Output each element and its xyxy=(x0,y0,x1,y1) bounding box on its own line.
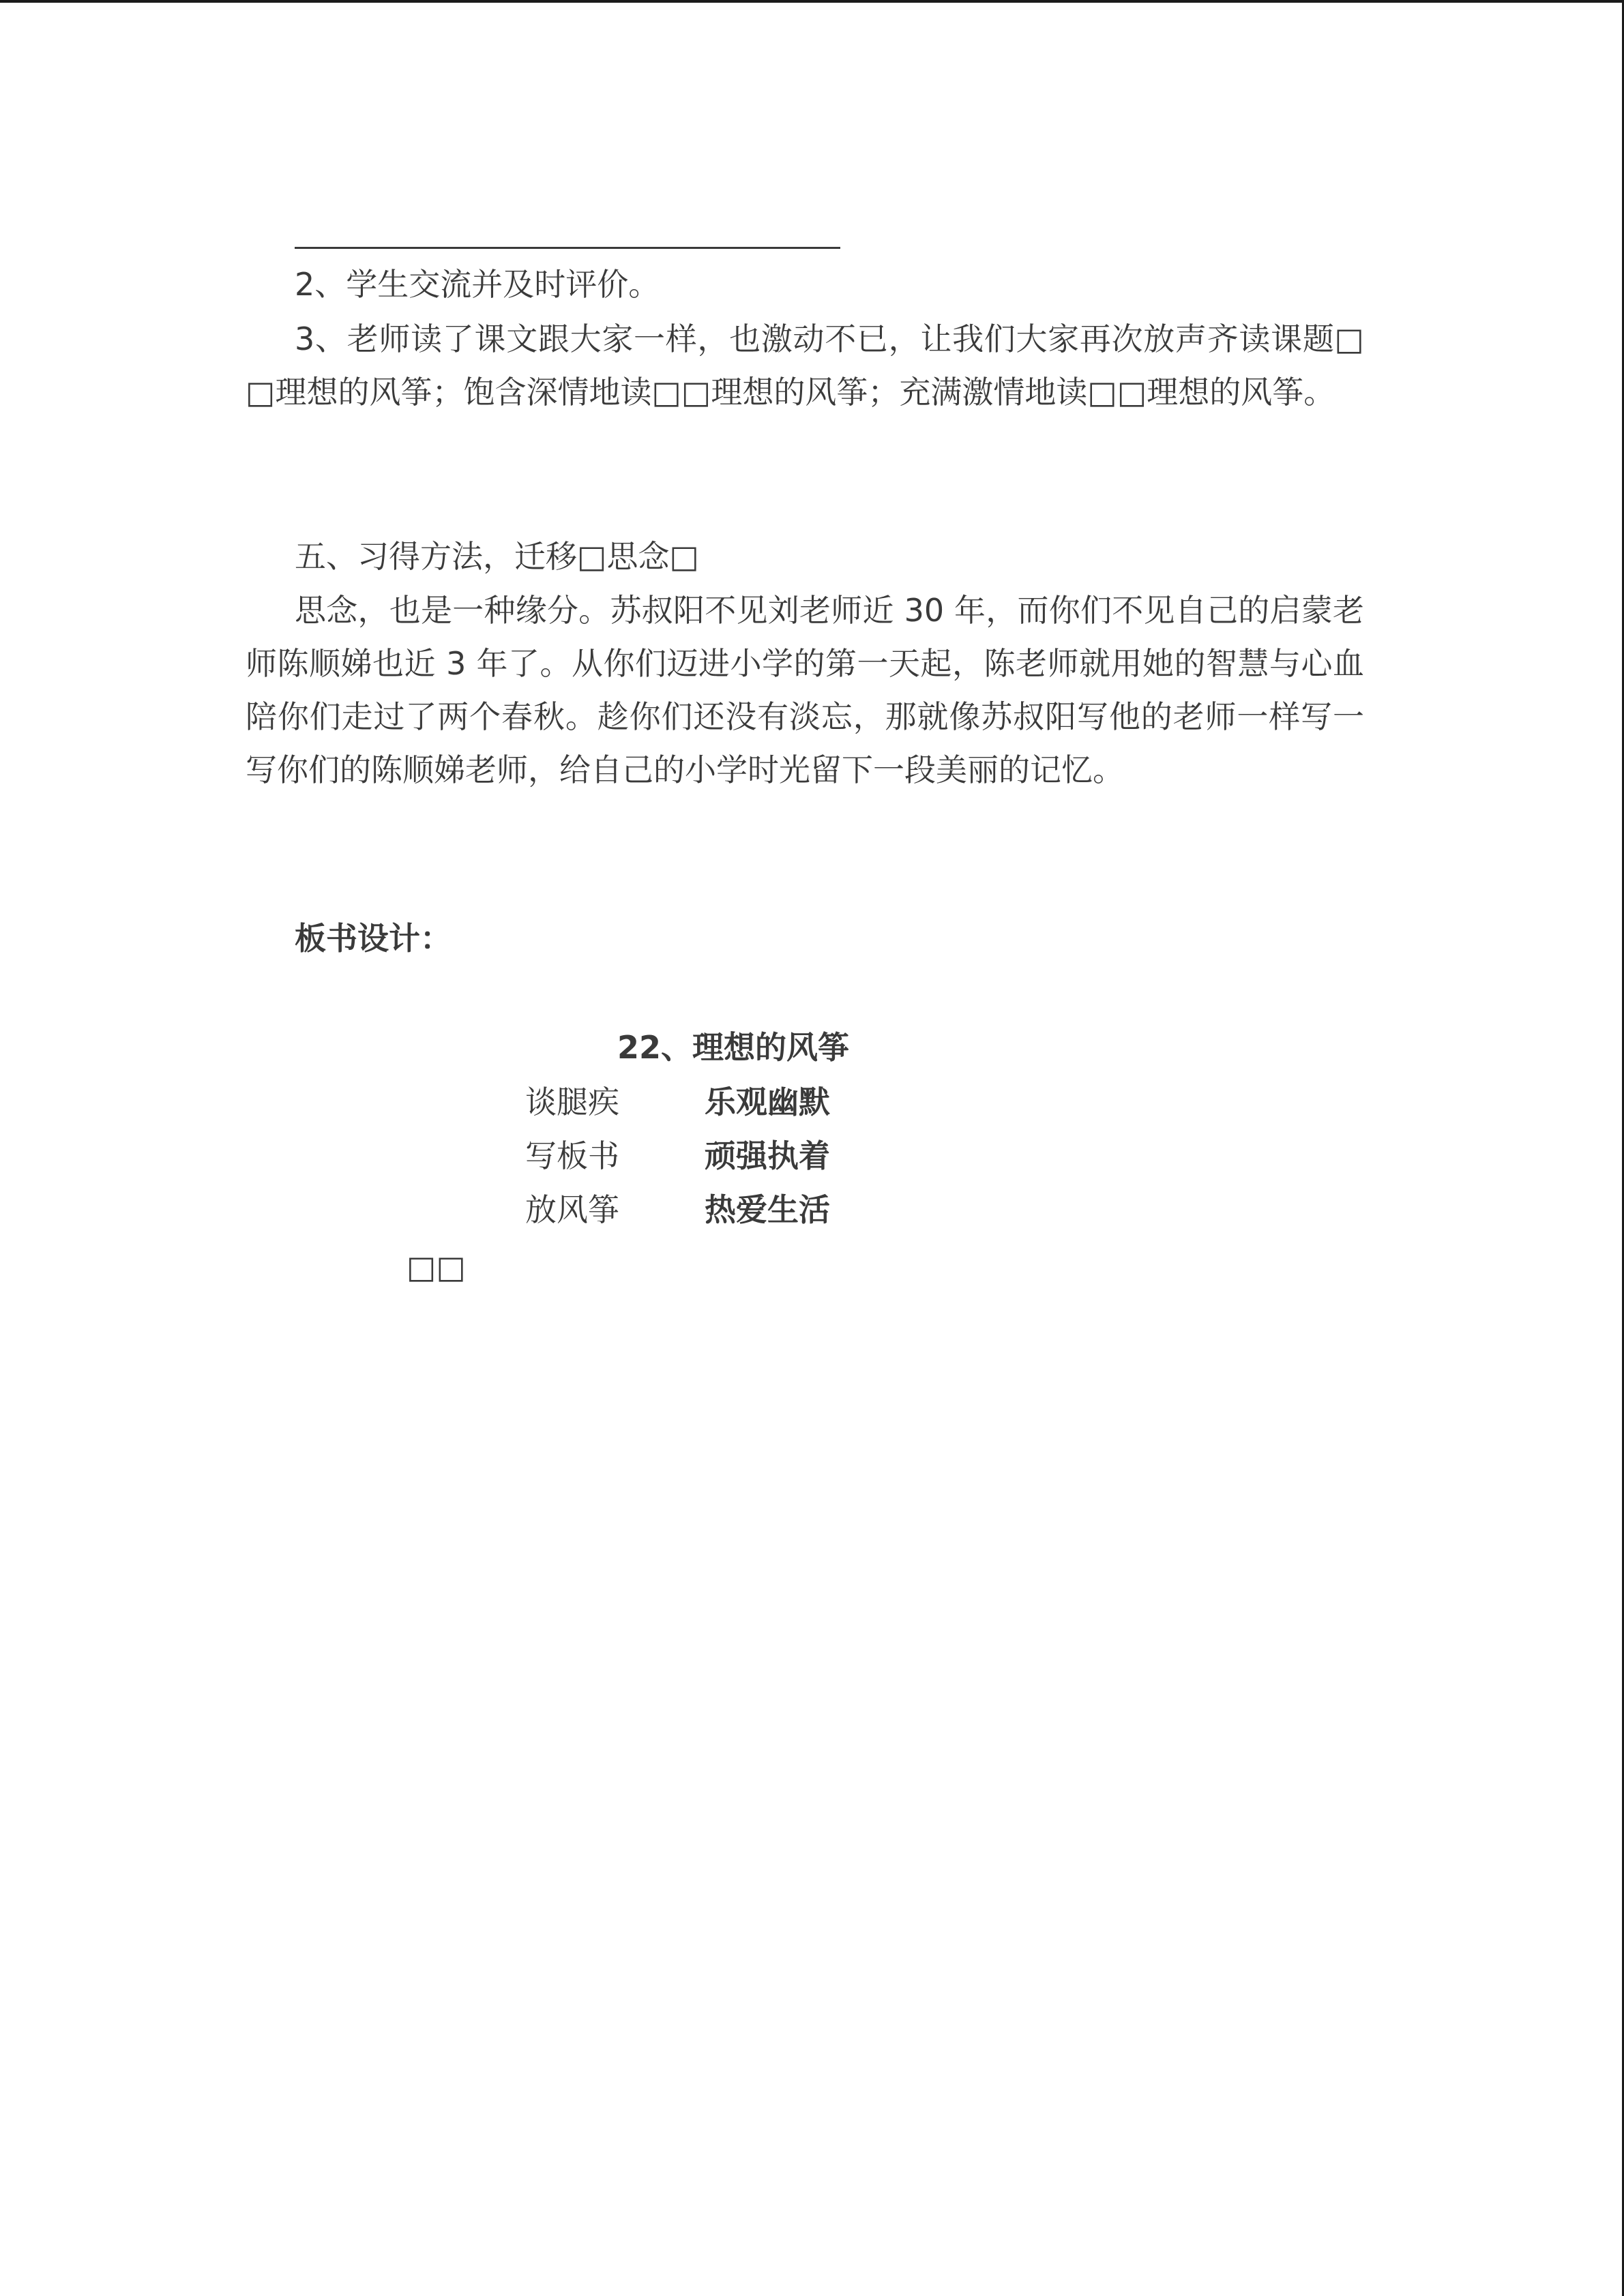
blank-answer-line xyxy=(295,247,840,249)
board-row-3-right: 热爱生活 xyxy=(705,1191,830,1228)
board-design-label: 板书设计： xyxy=(295,920,452,957)
trailing-placeholder-boxes: □□ xyxy=(407,1249,466,1285)
section-5-heading: 五、习得方法，迁移□思念□ xyxy=(295,538,699,575)
board-row-1-left: 谈腿疾 xyxy=(525,1084,619,1120)
board-row-3-left: 放风筝 xyxy=(525,1191,619,1228)
item-2-text: 2、学生交流并及时评价。 xyxy=(295,266,660,303)
item-3-paragraph: 3、老师读了课文跟大家一样，也激动不已，让我们大家再次放声齐读课题□□理想的风筝；饱含深情地读□□理想的风筝；充满激情地读□□理想的风筝。 xyxy=(246,320,1364,411)
board-row-1-right: 乐观幽默 xyxy=(705,1084,830,1120)
board-design-title: 22、理想的风筝 xyxy=(617,1029,850,1066)
board-row-2-right: 顽强执着 xyxy=(705,1137,830,1174)
board-row-2-left: 写板书 xyxy=(525,1137,619,1174)
section-5-body: 思念，也是一种缘分。苏叔阳不见刘老师近 30 年，而你们不见自己的启蒙老师陈顺娣也近 3 年了。从你们迈进小学的第一天起，陈老师就用她的智慧与心血陪你们走过了两个春秋。趁你们还没有淡忘，那就像苏叔阳写他的老师一样写一写你们的陈顺娣老师，给自己的小学时光留下一段美丽的记忆。 xyxy=(246,592,1364,788)
page-top-border xyxy=(0,0,1624,3)
